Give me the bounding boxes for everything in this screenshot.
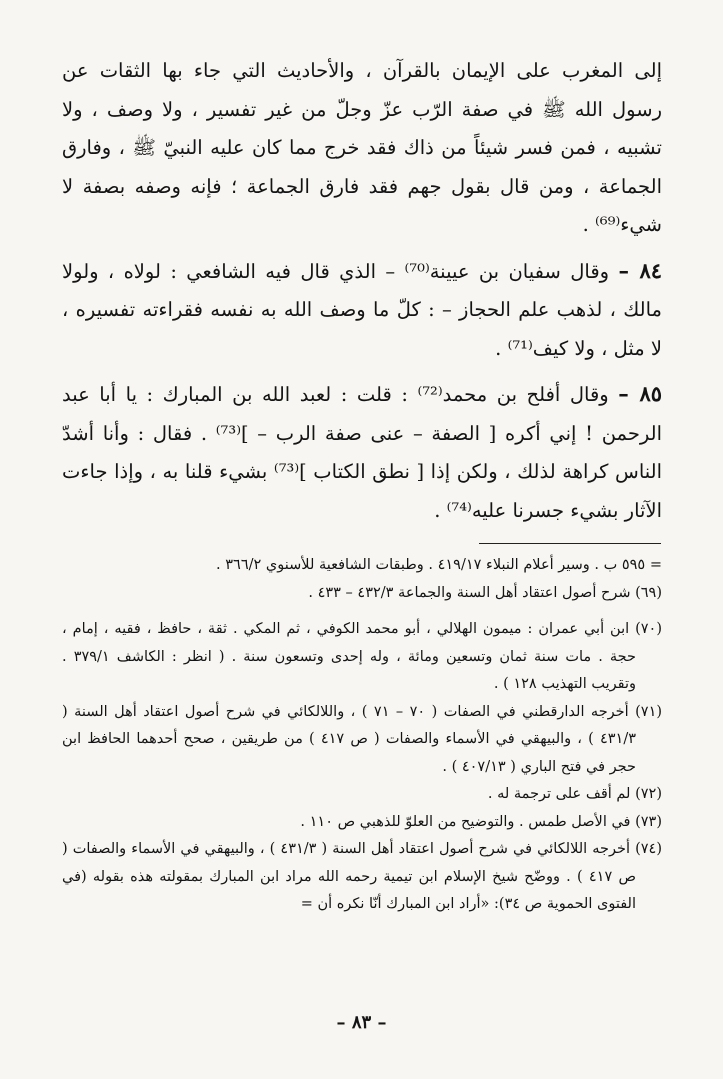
- paragraph-text: إلى المغرب على الإيمان بالقرآن ، والأحاديث التي جاء بها الثقات عن رسول الله ﷺ في صفة الرّب عزّ وجلّ من غير تفسير ، ولا وصف ، ولا تشبيه ، فمن فسر شيئاً من ذاك فقد خرج مما كان عليه النبيّ ﷺ ، وفارق الجماعة ، ومن قال بقول جهم فقد فارق الجماعة ؛ فإنه وصفه بصفة لا شيء⁽⁶⁹⁾ .: [62, 59, 662, 236]
- paragraph-text: وقال سفيان بن عيينة⁽⁷⁰⁾ – الذي قال فيه الشافعي : لولاه ، ولولا مالك ، لذهب علم الحجاز – : كلّ ما وصف الله به نفسه فقراءته تفسيره ، لا مثل ، ولا كيف⁽⁷¹⁾ .: [62, 259, 662, 360]
- main-text: [62, 52, 662, 530]
- footnote-74: (٧٤) أخرجه اللالكائي في شرح أصول اعتقاد أهل السنة ( ٤٣١/٣ ) ، والبيهقي في الأسماء والصفات ( ص ٤١٧ ) . ووضّح شيخ الإسلام ابن تيمية رحمه الله مراد ابن المبارك بمقولته هذه بقوله (في الفتوى الحموية ص ٣٤): «أراد ابن المبارك أنّا نكره أن =: [62, 841, 662, 912]
- paragraph-85: [62, 375, 662, 530]
- footnote-72: (٧٢) لم أقف على ترجمة له .: [487, 786, 662, 802]
- paragraph-continuation: [62, 52, 662, 245]
- paragraph-text: وقال أفلح بن محمد⁽⁷²⁾ : قلت : لعبد الله بن المبارك : يا أبا عبد الرحمن ! إني أكره [ الصفة – عنى صفة الرب – ]⁽⁷³⁾ . فقال : وأنا أشدّ الناس كراهة لذلك ، ولكن إذا [ نطق الكتاب ]⁽⁷³⁾ بشيء قلنا به ، وإذا جاءت الآثار بشيء جسرنا عليه⁽⁷⁴⁾ .: [62, 383, 663, 522]
- paragraph-number: ٨٥ –: [618, 381, 662, 406]
- paragraph-84: [62, 252, 662, 369]
- paragraph-number: ٨٤ –: [618, 257, 662, 283]
- footnote-73: (٧٣) في الأصل طمس . والتوضيح من العلوّ للذهبي ص ١١٠ .: [300, 813, 662, 830]
- footnote-70: (٧٠) ابن أبي عمران : ميمون الهلالي ، أبو محمد الكوفي ، ثم المكي . ثقة ، حافظ ، فقيه ، إمام ، حجة . مات سنة ثمان وتسعين ومائة ، وله إحدى وتسعون سنة . ( انظر : الكاشف ٣٧٩/١ . وتقريب التهذيب ١٢٨ ) .: [62, 621, 662, 692]
- footnote-69: (٦٩) شرح أصول اعتقاد أهل السنة والجماعة ٤٣٢/٣ – ٤٣٣ .: [308, 584, 662, 601]
- footnote-divider: [479, 543, 661, 544]
- footnote-continuation: = ٥٩٥ ب . وسير أعلام النبلاء ٤١٩/١٧ . وطبقات الشافعية للأسنوي ٣٦٦/٢ .: [216, 557, 662, 573]
- footnotes: [62, 552, 662, 919]
- page-number: – ٨٣ –: [336, 1012, 387, 1033]
- footnote-71: (٧١) أخرجه الدارقطني في الصفات ( ٧٠ – ٧١ ) ، واللالكائي في شرح أصول اعتقاد أهل السنة ( ٤٣١/٣ ) ، والبيهقي في الأسماء والصفات ( ص ٤١٧ ) من طريقين ، صحح أحدهما الحافظ ابن حجر في فتح الباري ( ٤٠٧/١٣ ) .: [62, 703, 663, 775]
